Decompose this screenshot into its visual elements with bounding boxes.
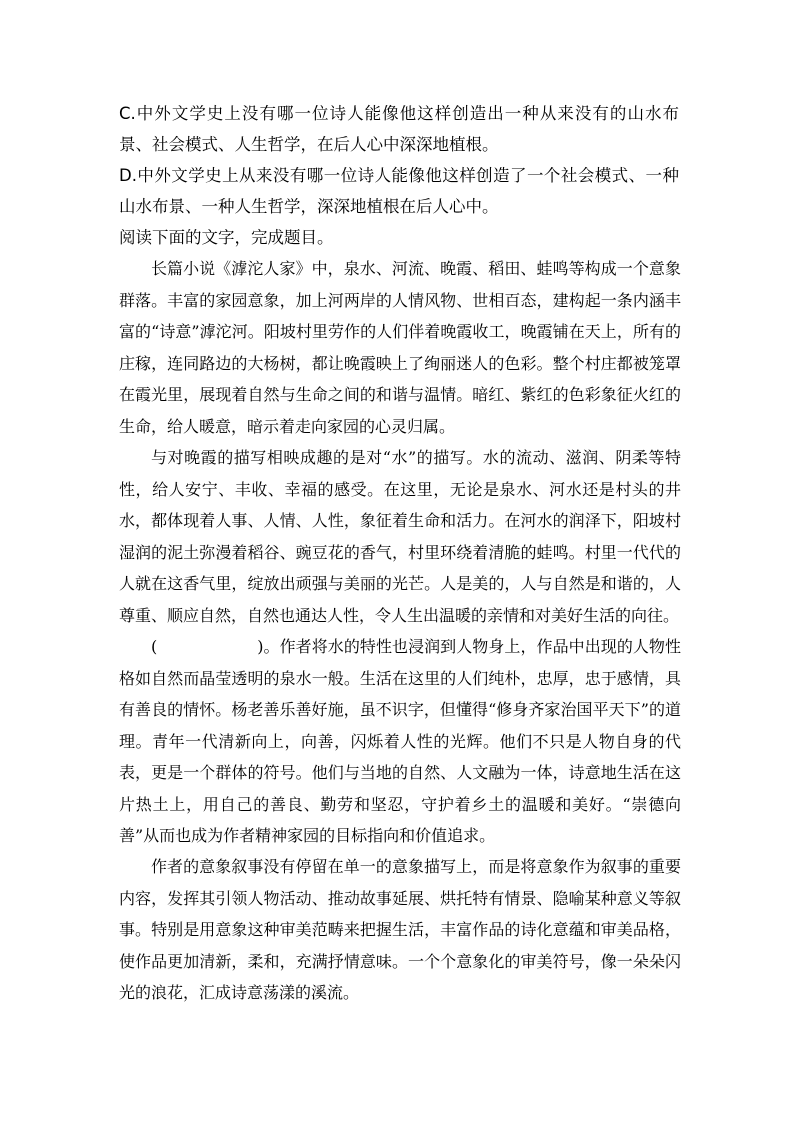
passage-paragraph-2: 与对晚霞的描写相映成趣的是对“水”的描写。水的流动、滋润、阴柔等特性，给人安宁、丰收、幸福的感受。在这里，无论是泉水、河水还是村头的井水，都体现着人事、人情、人性，象征着生命和活力。在河水的润泽下，阳坡村湿润的泥土弥漫着稻谷、豌豆花的香气，村里环绕着清脆的蛙鸣。村里一代代的人就在这香气里，绽放出顽强与美丽的光芒。人是美的，人与自然是和谐的，人尊重、顺应自然，自然也通达人性，令人生出温暖的亲情和对美好生活的向往。 bbox=[119, 448, 681, 625]
passage-paragraph-3 bbox=[119, 631, 681, 852]
blank-close-paren: ) bbox=[257, 637, 264, 656]
reading-instruction: 阅读下面的文字，完成题目。 bbox=[119, 228, 334, 247]
option-c: C.中外文学史上没有哪一位诗人能像他这样创造出一种从来没有的山水布景、社会模式、人生哲学，在后人心中深深地植根。 bbox=[119, 104, 679, 154]
passage-paragraph-4: 作者的意象叙事没有停留在单一的意象描写上，而是将意象作为叙事的重要内容，发挥其引领人物活动、推动故事延展、烘托特有情景、隐喻某种意义等叙事。特别是用意象这种审美范畴来把握生活，丰富作品的诗化意蕴和审美品格，使作品更加清新，柔和，充满抒情意味。一个个意象化的审美符号，像一朵朵闪光的浪花，汇成诗意荡漾的溪流。 bbox=[119, 857, 681, 1002]
blank-open-paren: ( bbox=[151, 637, 158, 656]
passage-paragraph-3-text: 。作者将水的特性也浸润到人物身上，作品中出现的人物性格如自然而晶莹透明的泉水一般。生活在这里的人们纯朴，忠厚，忠于感情，具有善良的情怀。杨老善乐善好施，虽不识字，但懂得“修身齐家治国平天下”的道理。青年一代清新向上，向善，闪烁着人性的光辉。他们不只是人物自身的代表，更是一个群体的符号。他们与当地的自然、人文融为一体，诗意地生活在这片热土上，用自己的善良、勤劳和坚忍，守护着乡土的温暖和美好。“崇德向善”从而也成为作者精神家园的目标指向和价值追求。 bbox=[119, 637, 681, 845]
option-d: D.中外文学史上从来没有哪一位诗人能像他这样创造了一个社会模式、一种山水布景、一种人生哲学，深深地植根在后人心中。 bbox=[119, 166, 679, 216]
passage-paragraph-1: 长篇小说《滹沱人家》中，泉水、河流、晚霞、稻田、蛙鸣等构成一个意象群落。丰富的家园意象，加上河两岸的人情风物、世相百态，建构起一条内涵丰富的“诗意”滹沱河。阳坡村里劳作的人们伴着晚霞收工，晚霞铺在天上，所有的庄稼，连同路边的大杨树，都让晚霞映上了绚丽迷人的色彩。整个村庄都被笼罩在霞光里，展现着自然与生命之间的和谐与温情。暗红、紫红的色彩象征火红的生命，给人暖意，暗示着走向家园的心灵归属。 bbox=[119, 259, 681, 436]
